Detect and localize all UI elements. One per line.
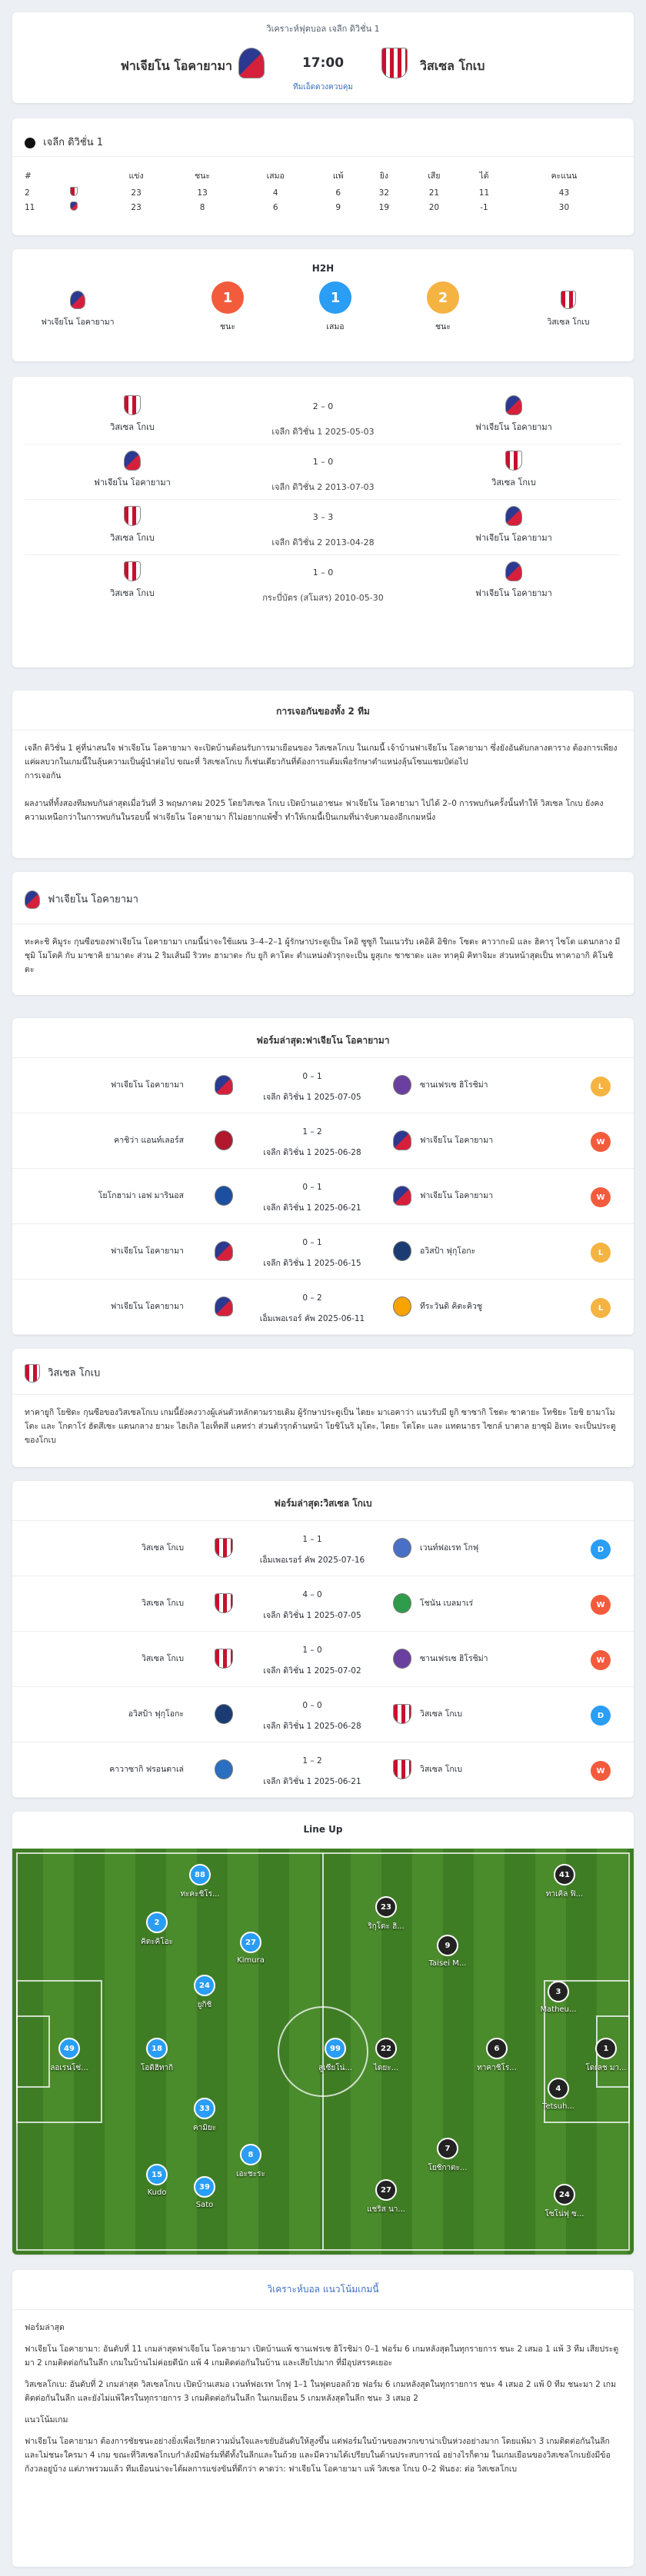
match-time: 17:00: [301, 55, 345, 71]
column-header: [70, 166, 104, 185]
player-number: 99: [325, 2038, 346, 2059]
stat-label: เสมอ: [326, 322, 345, 331]
player-name: ทาคาชิโร...: [477, 2064, 517, 2072]
table-cell: 13: [197, 188, 208, 198]
column-header: คะแนน: [551, 171, 578, 181]
vissel-form-card: [12, 1481, 634, 1798]
result-badge: W: [591, 1761, 611, 1781]
form-score: 0 – 2: [302, 1293, 322, 1303]
player-name: ทะคะชิโร...: [180, 1890, 220, 1899]
player-number: 24: [554, 2184, 575, 2205]
form-row[interactable]: [12, 1169, 634, 1224]
home-team-logo: [215, 1130, 233, 1150]
player-name: แชริส นา...: [367, 2205, 405, 2214]
team-logo: [505, 506, 522, 526]
player-marker[interactable]: [417, 2138, 478, 2174]
vissel-logo: [25, 1364, 40, 1383]
home-team-name: วิสเซล โกเบ: [141, 1654, 184, 1663]
player-name: โซโน่ฟุ ซ...: [544, 2210, 584, 2218]
form-row[interactable]: [12, 1224, 634, 1280]
h2h-matches-card: [12, 377, 634, 667]
competition-link[interactable]: วิเคราะห์ฟุตบอล เจลีก ดิวิชั่น 1: [266, 24, 380, 34]
player-name: คามิยะ: [192, 2124, 217, 2132]
table-cell: [70, 185, 104, 200]
form-score: 0 – 1: [302, 1183, 322, 1192]
away-team-name: ซานเฟรเซ ฮิโรชิม่า: [420, 1654, 488, 1663]
stat-circle: 1: [211, 281, 244, 314]
team-name: วิสเซล โกเบ: [491, 478, 536, 488]
home-team-logo: [215, 1704, 233, 1724]
player-marker[interactable]: [528, 1981, 589, 2014]
table-row: [25, 200, 621, 215]
result-badge: L: [591, 1077, 611, 1097]
form-date: เจลีก ดิวิชั่น 1 2025-06-21: [263, 1203, 361, 1213]
h2h-match-row[interactable]: [25, 444, 621, 500]
home-team-logo: [215, 1593, 233, 1613]
player-marker[interactable]: [534, 1864, 595, 1900]
form-date: เอ็มเพอเรอร์ คัพ 2025-06-11: [259, 1314, 365, 1323]
form-row[interactable]: [12, 1280, 634, 1335]
home-team-name: คาวาซากิ ฟรอนตาเล่: [109, 1765, 184, 1774]
form-score: 0 – 0: [302, 1701, 322, 1710]
fagiano-form-card: [12, 1018, 634, 1335]
player-name: ไดยะ...: [373, 2064, 399, 2072]
player-number: 3: [548, 1981, 569, 2002]
h2h-away: [406, 506, 621, 544]
table-cell: 9: [335, 202, 341, 212]
table-cell: [70, 200, 104, 215]
match-date: เจลีก ดิวิชั่น 2 2013-07-03: [271, 482, 375, 492]
fagiano-logo: [25, 890, 40, 909]
vissel-section-text: ทาคายูกิ โยชิดะ กุนซือของวิสเซลโกเบ เกมนี้ยังคงวางผู้เล่นตัวหลักตามรายเดิม ผู้รักษาประตูเป็น ไดยะ มาเอคาว่า แนวรับมี ยูกิ ซาซากิ โชตะ ซาคายะ โทชิยะ โยชิ ยามาโมโตะ และ โกตาโร่ ฮัตสึเซะ แดนกลาง ยามะ ไฮเกิล ไอเท็ตสึ แคทร่า ส่วนตัวรุกด้านหน้า โยชิโนริ มุโตะ, ไดยะ โตโดะ และ แทดนาธร ไซกล์ บาตาล ยาซุมิ อิเทะ จะเป็นประตูของโกเบ: [25, 1408, 616, 1445]
column-header: แข่ง: [128, 171, 144, 181]
away-team-name: อวิสป้า ฟุกุโอกะ: [420, 1246, 476, 1256]
player-name: Sato: [195, 2201, 214, 2209]
prediction-card: [12, 2270, 634, 2567]
player-number: 9: [437, 1935, 458, 1956]
form-date: เจลีก ดิวิชั่น 1 2025-07-02: [263, 1666, 361, 1676]
player-number: 23: [375, 1896, 397, 1918]
away-team-name: ฟาเจียโน โอคายามา: [420, 1136, 494, 1145]
match-score: 3 – 3: [312, 512, 334, 522]
column-header: ได้: [479, 171, 489, 181]
player-marker[interactable]: [575, 2038, 634, 2074]
stat-circle: 1: [319, 281, 351, 314]
form-date: เจลีก ดิวิชั่น 1 2025-06-28: [263, 1722, 361, 1731]
stat-label: ชนะ: [435, 322, 451, 331]
vissel-section-title: [12, 1349, 634, 1395]
league-table-header: [25, 166, 621, 185]
h2h-right-team-name: วิสเซล โกเบ: [547, 318, 590, 327]
player-number: 18: [146, 2038, 168, 2059]
form-paragraph-1: ฟาเจียโน โอคายามา: อันดับที่ 11 เกมล่าสุดฟาเจียโน โอคายามา เปิดบ้านแพ้ ซานเฟรเซ ฮิโรชิม่า 0–1 ฟอร์ม 6 เกมหลังสุดในทุกรายการ ชนะ 2 เสมอ 1 แพ้ 3 ทีม เสียประตูมา 2 เกมติดต่อกันในลีก เกมในบ้านไม่ค่อยดีนัก แพ้ 4 เกมติดต่อกันในบ้าน และเสียไปมาก ที่มีอุปสรรคเยอะ: [25, 2345, 619, 2368]
player-name: ริกุโตะ ฮิ...: [368, 1922, 405, 1931]
table-cell: 23: [131, 188, 142, 198]
player-marker[interactable]: [355, 2179, 417, 2215]
player-number: 27: [375, 2179, 397, 2201]
player-name: โอดิฮิทากิ: [140, 2064, 174, 2072]
vissel-title-text: วิสเซล โกเบ: [48, 1367, 101, 1380]
column-header: ชนะ: [195, 171, 211, 181]
home-team-name: ฟาเจียโน โอคายามา: [110, 1246, 184, 1256]
home-team-logo: [215, 1075, 233, 1095]
form-score: 1 – 1: [302, 1535, 322, 1544]
form-score: 4 – 0: [302, 1590, 322, 1599]
away-team-name: โชนัน เบลมาเร่: [420, 1599, 474, 1608]
stat-circle: 2: [427, 281, 459, 314]
history-tag: การเจอกัน: [25, 771, 62, 780]
player-marker[interactable]: [355, 1896, 417, 1932]
result-badge: W: [591, 1132, 611, 1152]
player-number: 24: [194, 1975, 215, 1996]
column-header: แพ้: [332, 171, 344, 181]
match-score: 1 – 0: [312, 457, 334, 467]
player-name: เอะชะระ: [236, 2170, 265, 2178]
table-cell: 2: [25, 188, 30, 198]
table-cell: 20: [428, 202, 440, 212]
column-header: เสมอ: [266, 171, 285, 181]
player-marker[interactable]: [528, 2078, 589, 2111]
home-team-name: อวิสป้า ฟุกุโอกะ: [128, 1709, 184, 1719]
player-name: ทาเคิล ฟิ...: [545, 1890, 584, 1899]
table-cell: 4: [272, 188, 278, 198]
table-cell: 30: [558, 202, 570, 212]
player-marker[interactable]: [169, 1864, 231, 1900]
away-team-logo: [393, 1704, 411, 1724]
history-card: [12, 691, 634, 858]
table-cell: 43: [558, 188, 570, 198]
table-cell: 23: [131, 202, 142, 212]
result-badge: W: [591, 1595, 611, 1615]
league-table-card: [12, 118, 634, 235]
result-badge: W: [591, 1650, 611, 1670]
team-logo: [505, 451, 522, 471]
form-row[interactable]: [12, 1521, 634, 1576]
form-heading: ฟอร์มล่าสุด: [25, 2323, 65, 2332]
h2h-match-row[interactable]: [25, 555, 621, 611]
team-name: วิสเซล โกเบ: [110, 533, 155, 543]
player-number: 7: [437, 2138, 458, 2159]
team-name: วิสเซล โกเบ: [110, 422, 155, 432]
player-marker[interactable]: [466, 2038, 528, 2074]
away-team-name: ซานเฟรเซ ฮิโรชิม่า: [420, 1080, 488, 1090]
away-team-name[interactable]: วิสเซล โกเบ: [420, 58, 485, 73]
away-team-logo: [393, 1130, 411, 1150]
player-number: 22: [375, 2038, 397, 2059]
stat-label: ชนะ: [220, 322, 235, 331]
h2h-left-team: [35, 291, 120, 328]
form-paragraph-2: วิสเซลโกเบ: อันดับที่ 2 เกมล่าสุด วิสเซลโกเบ เปิดบ้านเสมอ เวนท์ฟอเรท โกฟุ 1–1 ในฟุตบอลถ้วย ฟอร์ม 6 เกมหลังสุดในทุกรายการ ชนะ 4 เสมอ 2 แพ้ 0 ทีม ชนะมา 2 เกมติดต่อกันในลีก และยังไม่แพ้ใครในทุกรายการ 3 เกมติดต่อกันในลีก ในเกมเยือน 5 เกมหลังสุดในลีก ชนะ 3 เสมอ 2: [25, 2380, 617, 2403]
form-row[interactable]: [12, 1632, 634, 1687]
away-team-name: วิสเซล โกเบ: [420, 1709, 463, 1719]
away-team-name: ฟาเจียโน โอคายามา: [420, 1191, 494, 1200]
form-date: เจลีก ดิวิชั่น 1 2025-07-05: [263, 1093, 361, 1102]
form-row[interactable]: [12, 1058, 634, 1113]
venue-note: ทีมเอ็ดดวงควบคุม: [292, 83, 354, 92]
h2h-stat: [197, 281, 258, 333]
form-score: 0 – 1: [302, 1238, 322, 1247]
match-header: [12, 12, 634, 103]
table-cell: 21: [428, 188, 440, 198]
home-team-logo: [215, 1296, 233, 1316]
result-badge: L: [591, 1298, 611, 1318]
result-badge: L: [591, 1243, 611, 1263]
column-header: เสีย: [428, 171, 441, 181]
league-name: เจลีก ดิวิชั่น 1: [43, 137, 104, 148]
player-name: ลูเซียโน่...: [318, 2064, 352, 2072]
fagiano-title-text: ฟาเจียโน โอคายามา: [48, 894, 138, 906]
away-team-logo: [393, 1186, 411, 1206]
history-paragraph-2: ผลงานที่ทั้งสองทีมพบกันล่าสุดเมื่อวันที่ 3 พฤษภาคม 2025 โดยวิสเซล โกเบ เปิดบ้านเอาชนะ ฟาเจียโน โอคายามา ไปได้ 2–0 การพบกันครั้งนั้นทำให้ วิสเซล โกเบ ยังคงความเหนือกว่าในการพบกันในรอบนี้ ฟาเจียโน โอคายามา ก็ไม่อยากแพ้ซ้ำ ทำให้เกมนี้เป็นเกมที่น่าจับตามองอีกเกมหนึ่ง: [25, 799, 604, 822]
vissel-logo: [381, 48, 408, 78]
player-marker[interactable]: [174, 2098, 235, 2134]
home-team-logo: [215, 1759, 233, 1779]
history-paragraph-1: เจลีก ดิวิชั่น 1 คู่ที่น่าสนใจ ฟาเจียโน โอคายามา จะเปิดบ้านต้อนรับการมาเยือนของ วิสเซลโกเบ ในเกมนี้ เจ้าบ้านฟาเจียโน โอคายามา ซึ่งยังอันดับกลางตาราง ต้องการเพียงแค่ผลบวกในเกมนี้ในลุ้นความเป็นผู้นำต่อไป ขณะที่ วิสเซลโกเบ ก็เช่นเดียวกันที่ต้องการแต้มเพื่อรักษาตำแหน่งลุ้นโซนแชมป์ต่อไป: [25, 744, 618, 767]
form-score: 1 – 2: [302, 1756, 322, 1766]
team-name: ฟาเจียโน โอคายามา: [94, 478, 171, 488]
table-row: [25, 185, 621, 200]
history-title: การเจอกันของทั้ง 2 ทีม: [12, 691, 634, 731]
player-marker[interactable]: [220, 2144, 281, 2180]
table-cell: 6: [335, 188, 341, 198]
team-name: ฟาเจียโน โอคายามา: [475, 533, 552, 543]
home-team-logo: [215, 1241, 233, 1261]
fagiano-logo: [70, 291, 85, 309]
h2h-right-team: [526, 291, 611, 328]
h2h-away: [406, 451, 621, 489]
result-badge: D: [591, 1539, 611, 1559]
table-cell: 6: [272, 202, 278, 212]
away-team-logo: [393, 1759, 411, 1779]
player-name: ลอเรนโซ่...: [50, 2064, 88, 2072]
home-team-logo: [215, 1649, 233, 1669]
form-row[interactable]: [12, 1742, 634, 1798]
table-cell: 32: [378, 188, 390, 198]
lineup-title: Line Up: [303, 1824, 343, 1835]
home-team-name[interactable]: ฟาเจียโน โอคายามา: [120, 58, 232, 73]
player-name: Taisei M...: [428, 1959, 467, 1968]
result-badge: W: [591, 1187, 611, 1207]
form-date: เจลีก ดิวิชั่น 1 2025-06-21: [263, 1777, 361, 1786]
away-team-name: ทีระวันดิ คิตะคิวชู: [420, 1302, 482, 1311]
player-name: โดเลช มา...: [585, 2064, 627, 2072]
home-team-name: วิสเซล โกเบ: [141, 1599, 184, 1608]
player-marker[interactable]: [174, 2176, 235, 2209]
table-cell: 19: [378, 202, 390, 212]
match-score: 1 – 0: [312, 567, 334, 577]
player-number: 41: [554, 1864, 575, 1885]
player-name: Matheu...: [540, 2005, 577, 2014]
player-number: 33: [194, 2098, 215, 2119]
football-pitch: [12, 1849, 634, 2255]
trend-paragraph: ฟาเจียโน โอคายามา ต้องการชัยชนะอย่างยิ่งเพื่อเรียกความมั่นใจและขยับอันดับให้สูงขึ้น แต่ฟอร์มในบ้านของพวกเขาน่าเป็นห่วงอย่างมาก โดยแพ้มา 3 เกมติดต่อกันในลีกและไม่ชนะใครมา 4 เกม ขณะที่วิสเซลโกเบกำลังมีฟอร์มที่ดีทั้งในลีกและในถ้วย และมีความได้เปรียบในด้านประสบการณ์ อย่างไรก็ตาม ในเกมเยือนของวิสเซลโกเบยังมีข้อกังวลอยู่บ้าง แต่ภาพรวมแล้ว ทีมเยือนน่าจะได้ผลการแข่งขันที่ดีกว่า คาดว่า: ฟาเจียโน โอคายามา แพ้ วิสเซล โกเบ 0–2 ฟันธง: ต่อ วิสเซลโกเบ: [25, 2437, 611, 2474]
match-date: เจลีก ดิวิชั่น 2 2013-04-28: [271, 537, 375, 547]
h2h-left-team-name: ฟาเจียโน โอคายามา: [41, 318, 115, 327]
fagiano-section-text: ทะคะชิ คิมูระ กุนซือของฟาเจียโน โอคายามา เกมนี้น่าจะใช้แผน 3–4–2–1 ผู้รักษาประตูเป็น โคอิ ซูซูกิ ในแนวรับ เคอิคิ อิชิกะ โซตะ คาวากะมิ และ ฮิคารุ ไซโต แดนกลาง มีชุมิ โมโตคิ กับ มาซาคิ ยามาตะ ส่วน 2 ริมเส้นมี ริวทะ ฮามาดะ กับ ยูกิ คาโตะ ตำแหน่งตัวรุกจะเป็น ยูสุเกะ ซาซาดะ และ ทาคุมิ คิทาจิมะ ส่วนหน้าสุดเป็น ทาคาอากิ คิโนชิตะ: [25, 937, 621, 974]
column-header: #: [25, 171, 32, 181]
player-marker[interactable]: [355, 2038, 417, 2074]
away-team-logo: [393, 1649, 411, 1669]
fagiano-section-title: [12, 872, 634, 924]
form-date: เจลีก ดิวิชั่น 1 2025-06-28: [263, 1148, 361, 1157]
away-team-logo: [393, 1296, 411, 1316]
team-name: ฟาเจียโน โอคายามา: [475, 422, 552, 432]
player-number: 27: [240, 1932, 261, 1953]
away-team-logo: [393, 1538, 411, 1558]
h2h-title: H2H: [311, 263, 335, 274]
player-number: 4: [548, 2078, 569, 2099]
prediction-title: วิเคราะห์บอล แนวโน้มเกมนี้: [12, 2270, 634, 2310]
vissel-form-title: ฟอร์มล่าสุด:วิสเซล โกเบ: [12, 1481, 634, 1521]
h2h-stat: [305, 281, 366, 333]
h2h-stat: [412, 281, 474, 333]
team-logo: [505, 395, 522, 415]
league-title: [12, 118, 634, 157]
form-row[interactable]: [12, 1113, 634, 1169]
player-name: Tetsuh...: [542, 2102, 574, 2111]
lineup-card: [12, 1812, 634, 2255]
player-marker[interactable]: [38, 2038, 100, 2074]
away-team-logo: [393, 1593, 411, 1613]
vissel-logo: [561, 291, 576, 309]
fagiano-section: [12, 872, 634, 995]
home-team-logo: [215, 1538, 233, 1558]
player-number: 15: [146, 2164, 168, 2185]
match-score: 2 – 0: [312, 401, 334, 411]
h2h-away: [406, 561, 621, 600]
column-header: ยิง: [379, 171, 388, 181]
trend-heading: แนวโน้มเกม: [25, 2415, 68, 2425]
home-team-name: คาชิว่า แอนท์เลอร์ส: [114, 1136, 184, 1145]
away-team-logo: [393, 1075, 411, 1095]
match-date: กระบี่บัตร (สโมสร) 2010-05-30: [262, 593, 384, 603]
player-marker[interactable]: [417, 1935, 478, 1968]
home-team-name: ฟาเจียโน โอคายามา: [110, 1302, 184, 1311]
player-marker[interactable]: [534, 2184, 595, 2220]
player-number: 88: [189, 1864, 211, 1885]
form-date: เจลีก ดิวิชั่น 1 2025-06-15: [263, 1259, 361, 1268]
player-name: ยูกิชิ: [197, 2001, 212, 2009]
player-marker[interactable]: [174, 1975, 235, 2011]
table-cell: 8: [199, 202, 205, 212]
player-number: 39: [194, 2176, 215, 2198]
team-name: วิสเซล โกเบ: [110, 588, 155, 598]
player-name: Kimura: [237, 1956, 265, 1965]
league-table: [25, 166, 621, 215]
h2h-match-row[interactable]: [25, 389, 621, 444]
home-team-logo: [215, 1186, 233, 1206]
vissel-section: [12, 1349, 634, 1467]
form-score: 0 – 1: [302, 1072, 322, 1081]
away-team-name: วิสเซล โกเบ: [420, 1765, 463, 1774]
table-cell: -1: [480, 202, 488, 212]
player-marker[interactable]: [126, 1912, 188, 1948]
form-row[interactable]: [12, 1576, 634, 1632]
table-cell: 11: [25, 202, 35, 212]
player-name: Kudo: [147, 2188, 167, 2197]
table-cell: 11: [478, 188, 490, 198]
form-date: เอ็มเพอเรอร์ คัพ 2025-07-16: [259, 1556, 365, 1565]
fagiano-form-title: ฟอร์มล่าสุด:ฟาเจียโน โอคายามา: [12, 1018, 634, 1058]
away-team-logo: [393, 1241, 411, 1261]
h2h-away: [406, 395, 621, 434]
player-number: 1: [595, 2038, 617, 2059]
home-team-name: วิสเซล โกเบ: [141, 1543, 184, 1553]
form-row[interactable]: [12, 1687, 634, 1742]
player-number: 49: [58, 2038, 80, 2059]
away-team-name: เวนท์ฟอเรท โกฟุ: [420, 1543, 479, 1553]
jleague-icon: [25, 138, 35, 148]
form-score: 1 – 2: [302, 1127, 322, 1137]
h2h-card: [12, 249, 634, 361]
form-date: เจลีก ดิวิชั่น 1 2025-07-05: [263, 1611, 361, 1620]
form-score: 1 – 0: [302, 1646, 322, 1655]
result-badge: D: [591, 1706, 611, 1726]
h2h-match-row[interactable]: [25, 500, 621, 555]
home-team-name: ฟาเจียโน โอคายามา: [110, 1080, 184, 1090]
player-name: โยชิกาตะ...: [428, 2164, 468, 2172]
team-name: ฟาเจียโน โอคายามา: [475, 588, 552, 598]
player-marker[interactable]: [126, 2038, 188, 2074]
player-number: 2: [146, 1912, 168, 1933]
match-date: เจลีก ดิวิชั่น 1 2025-05-03: [271, 427, 375, 437]
player-marker[interactable]: [220, 1932, 281, 1965]
player-number: 6: [486, 2038, 508, 2059]
team-logo: [505, 561, 522, 581]
home-team-name: โยโกฮาม่า เอฟ มารินอส: [98, 1191, 184, 1200]
player-number: 8: [240, 2144, 261, 2165]
player-name: คิตะคิโอะ: [141, 1938, 173, 1946]
